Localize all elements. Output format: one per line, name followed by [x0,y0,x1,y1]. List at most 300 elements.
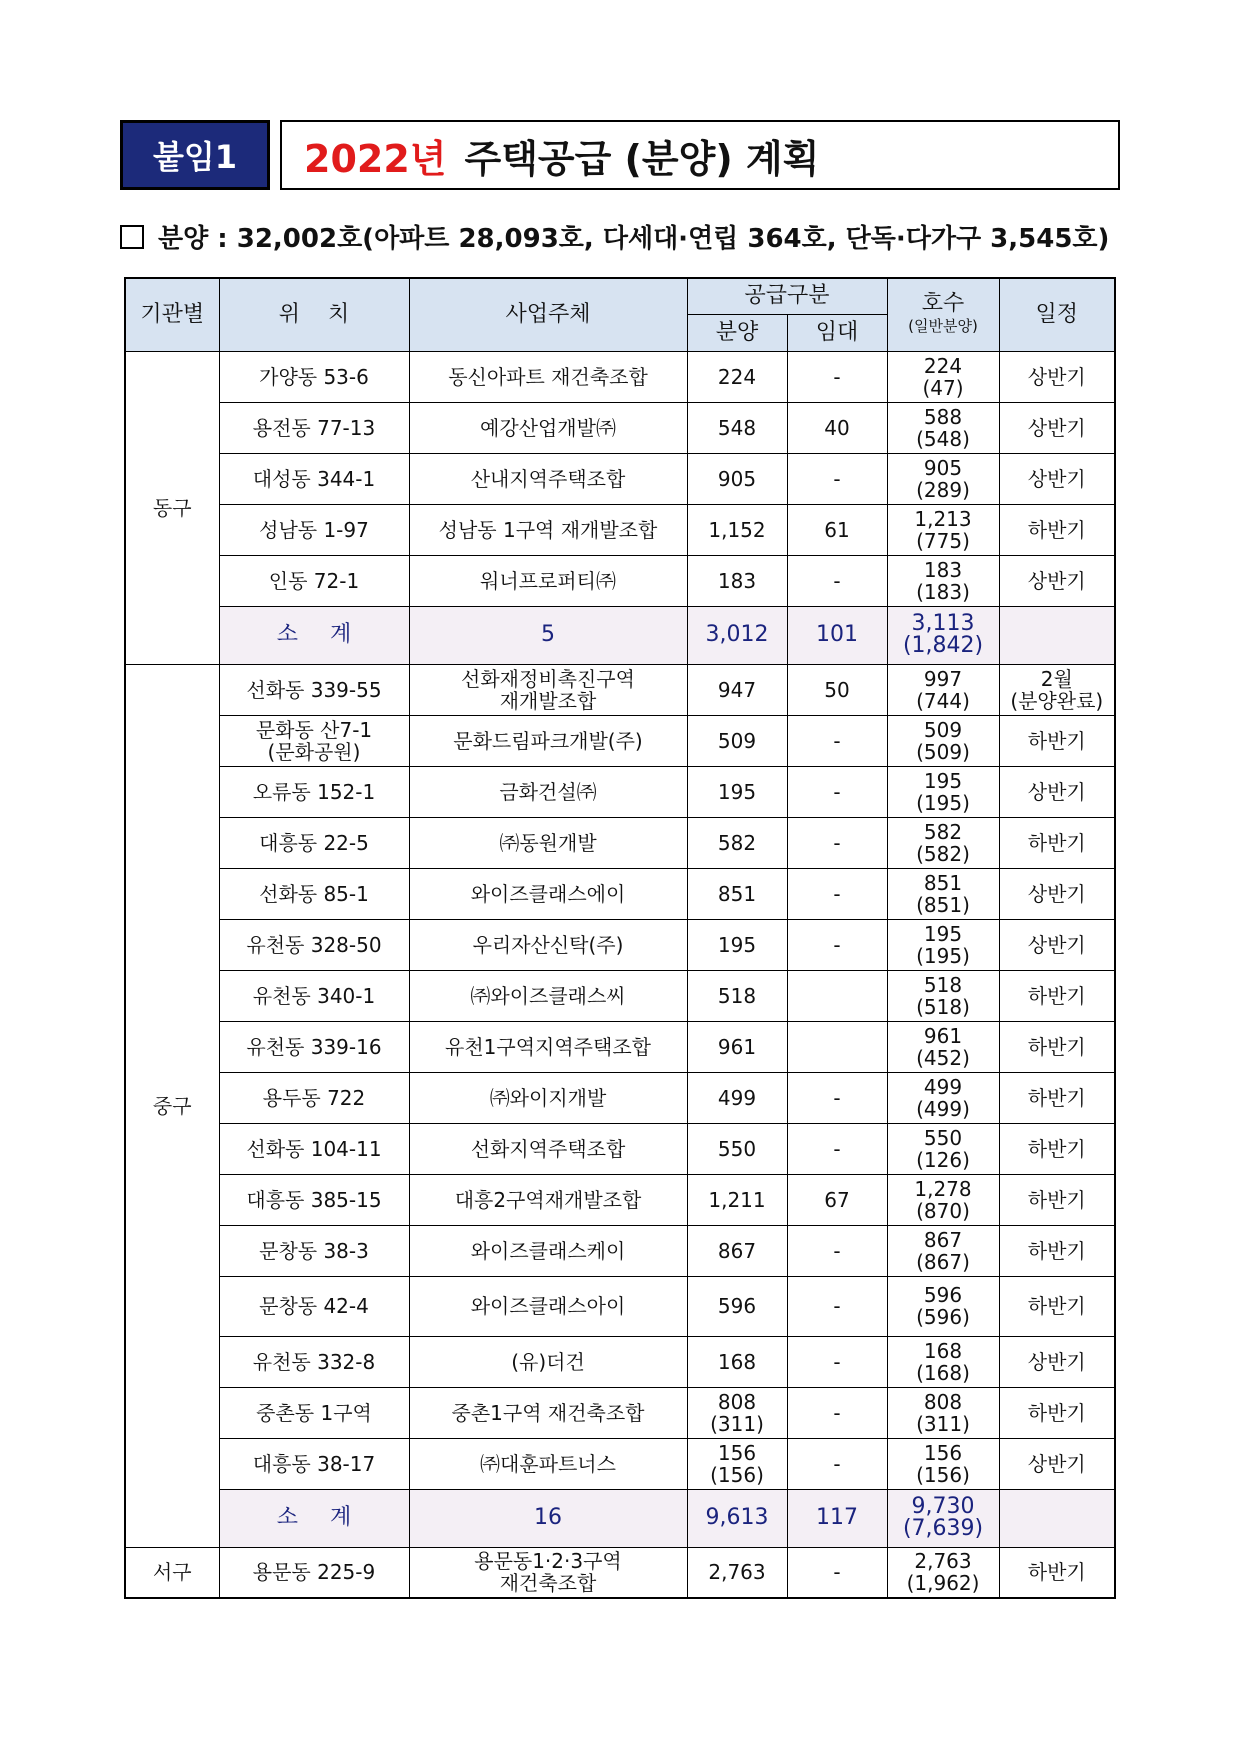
header-units-label: 호수 [921,290,965,316]
operator-cell [409,817,687,868]
table-row [125,1174,1115,1225]
cell-line: 588 [923,404,963,429]
operator-cell [409,1072,687,1123]
sale-cell [687,351,787,402]
rent-cell: - [787,1547,887,1598]
table-row [125,555,1115,606]
schedule-cell [999,1276,1115,1336]
units-cell [887,1276,999,1336]
rent-cell: - [787,453,887,504]
rent-cell: 40 [787,402,887,453]
cell-line: (596) [916,1305,970,1329]
units-cell [887,1174,999,1225]
table-row [125,1387,1115,1438]
schedule-cell [999,766,1115,817]
operator-cell [409,919,687,970]
units-cell [887,1021,999,1072]
cell-line: (47) [922,375,964,400]
cell-line: (126) [916,1147,970,1172]
location-cell [219,1438,409,1489]
sale-cell [687,1547,787,1598]
rent-cell: - [787,1276,887,1336]
cell-line: (156) [916,1462,970,1487]
location-cell [219,715,409,766]
subtotal-rent: 101 [787,606,887,664]
cell-line: 유천동 340-1 [252,983,376,1008]
schedule-cell [999,1438,1115,1489]
cell-line: (1,842) [902,633,984,658]
table-row [125,1547,1115,1598]
rent-cell: - [787,1225,887,1276]
sale-cell [687,1387,787,1438]
table-row [125,1072,1115,1123]
schedule-cell [999,664,1115,715]
rent-cell: 61 [787,504,887,555]
header-agency: 기관별 [125,278,219,351]
cell-line: 961 [923,1023,963,1048]
cell-line: 하반기 [1027,1400,1086,1425]
cell-line: 선화재정비촉진구역 [461,666,635,691]
agency-cell: 동구 [125,351,219,664]
operator-cell [409,402,687,453]
units-cell [887,504,999,555]
subtotal-row [125,1489,1115,1547]
cell-line: 상반기 [1027,932,1086,957]
title-year: 2022년 [304,136,447,181]
cell-line: 596 [717,1294,757,1318]
cell-line: 509 [923,717,963,742]
agency-cell: 서구 [125,1547,219,1598]
location-cell [219,868,409,919]
cell-line: 산내지역주택조합 [470,466,626,491]
subtotal-units [887,606,999,664]
sale-cell [687,1174,787,1225]
table-row [125,970,1115,1021]
header-rent: 임대 [787,314,887,351]
operator-cell [409,766,687,817]
cell-line: (548) [916,426,970,451]
cell-line: 유천동 339-16 [246,1034,382,1059]
location-cell [219,1547,409,1598]
schedule-cell [999,555,1115,606]
location-cell [219,970,409,1021]
cell-line: (289) [916,477,970,502]
header-schedule: 일정 [999,278,1115,351]
cell-line: 1,278 [914,1176,972,1201]
table-row [125,1276,1115,1336]
cell-line: 하반기 [1027,1085,1086,1110]
cell-line: 상반기 [1027,568,1086,593]
cell-line: 867 [923,1227,963,1252]
operator-cell [409,664,687,715]
units-cell [887,1123,999,1174]
schedule-cell [999,868,1115,919]
cell-line: 유천동 332-8 [252,1349,376,1374]
cell-line: 인동 72-1 [268,568,360,593]
cell-line: 195 [923,768,963,793]
table-row [125,715,1115,766]
table-header [125,278,1115,351]
cell-line: 대흥동 38-17 [252,1451,376,1476]
checkbox-square-icon [120,225,144,249]
cell-line: 195 [717,932,757,957]
cell-line: (분양완료) [1010,688,1104,713]
cell-line: 808 [717,1389,757,1414]
cell-line: (452) [916,1045,970,1070]
cell-line: 183 [923,557,963,582]
schedule-cell [999,970,1115,1021]
units-cell [887,555,999,606]
rent-cell: - [787,1336,887,1387]
cell-line: 용전동 77-13 [252,415,376,440]
rent-cell: - [787,1123,887,1174]
sale-cell [687,1276,787,1336]
cell-line: 하반기 [1027,517,1086,542]
cell-line: 중촌1구역 재건축조합 [451,1400,645,1425]
cell-line: (744) [916,688,970,713]
cell-line: 1,213 [914,506,972,531]
rent-cell: - [787,1072,887,1123]
summary-text: 분양 : 32,002호(아파트 28,093호, 다세대·연립 364호, 단독·다가구 3,545호) [158,224,1110,254]
table-row [125,1438,1115,1489]
cell-line: (168) [916,1360,970,1385]
cell-line: 상반기 [1027,466,1086,491]
table-row [125,664,1115,715]
cell-line: (851) [916,892,970,917]
table-row [125,766,1115,817]
cell-line: (195) [916,943,970,968]
cell-line: (195) [916,790,970,815]
cell-line: 가양동 53-6 [259,364,369,389]
cell-line: 워너프로퍼티㈜ [480,568,616,593]
location-cell [219,351,409,402]
cell-line: (문화공원) [267,739,361,764]
units-cell [887,402,999,453]
sale-cell [687,664,787,715]
cell-line: 2,763 [914,1549,972,1574]
sale-cell [687,402,787,453]
cell-line: (775) [916,528,970,553]
cell-line: 2월 [1040,666,1073,691]
cell-line: 하반기 [1027,1560,1086,1585]
subtotal-sale: 3,012 [687,606,787,664]
cell-line: ㈜와이지개발 [489,1085,607,1110]
cell-line: 상반기 [1027,364,1086,389]
location-cell [219,402,409,453]
cell-line: 1,152 [708,517,766,542]
cell-line: 596 [923,1283,963,1307]
cell-line: 오류동 152-1 [252,779,376,804]
rent-cell: - [787,919,887,970]
cell-line: 168 [923,1338,963,1363]
operator-cell [409,715,687,766]
cell-line: 동신아파트 재건축조합 [448,364,648,389]
cell-line: 997 [923,666,963,691]
title-text: 주택공급 (분양) 계획 [464,136,820,181]
sale-cell [687,504,787,555]
cell-line: 금화건설㈜ [499,779,597,804]
cell-line: 518 [923,972,963,997]
sale-cell [687,1021,787,1072]
schedule-cell [999,504,1115,555]
operator-cell [409,504,687,555]
cell-line: 961 [717,1034,757,1059]
table-row [125,1336,1115,1387]
location-cell [219,555,409,606]
rent-cell: - [787,817,887,868]
table-row [125,1123,1115,1174]
sale-cell [687,817,787,868]
cell-line: ㈜동원개발 [499,830,597,855]
rent-cell: 67 [787,1174,887,1225]
schedule-cell [999,1547,1115,1598]
schedule-cell [999,453,1115,504]
cell-line: 문창동 38-3 [259,1238,369,1263]
cell-line: (183) [916,579,970,604]
cell-line: (509) [916,739,970,764]
header-units-sub: (일반분양) [908,316,978,335]
cell-line: 대흥동 385-15 [246,1187,382,1212]
cell-line: 와이즈클래스에이 [470,881,626,906]
cell-line: 947 [717,677,757,702]
cell-line: 선화동 339-55 [246,677,382,702]
cell-line: 168 [717,1349,757,1374]
cell-line: 582 [717,830,757,855]
header-sale: 분양 [687,314,787,351]
sale-cell [687,1336,787,1387]
operator-cell [409,1438,687,1489]
cell-line: 재개발조합 [499,688,597,713]
cell-line: (499) [916,1096,970,1121]
cell-line: 와이즈클래스아이 [470,1294,626,1318]
cell-line: 851 [717,881,757,906]
cell-line: (870) [916,1198,970,1223]
attachment-tag: 붙임1 [120,120,270,190]
cell-line: 851 [923,870,963,895]
cell-line: 하반기 [1027,1034,1086,1059]
subtotal-count: 5 [409,606,687,664]
cell-line: ㈜대훈파트너스 [480,1451,616,1476]
cell-line: 1,211 [708,1187,766,1212]
sale-cell [687,766,787,817]
sale-cell [687,1438,787,1489]
sale-cell [687,919,787,970]
cell-line: (582) [916,841,970,866]
cell-line: 550 [717,1136,757,1161]
header-supply-type: 공급구분 [687,278,887,314]
table-row [125,504,1115,555]
operator-cell [409,1336,687,1387]
cell-line: 선화지역주택조합 [470,1136,626,1161]
cell-line: 상반기 [1027,415,1086,440]
cell-line: 하반기 [1027,1136,1086,1161]
units-cell [887,919,999,970]
units-cell [887,715,999,766]
operator-cell [409,351,687,402]
units-cell [887,1438,999,1489]
table-row [125,402,1115,453]
sale-cell [687,555,787,606]
cell-line: 2,763 [708,1560,766,1585]
cell-line: 상반기 [1027,881,1086,906]
operator-cell [409,555,687,606]
cell-line: 582 [923,819,963,844]
cell-line: 156 [923,1440,963,1465]
schedule-cell [999,402,1115,453]
subtotal-sale: 9,613 [687,1489,787,1547]
subtotal-label: 소계 [219,606,409,664]
cell-line: 224 [923,353,963,378]
schedule-cell [999,1123,1115,1174]
cell-line: 550 [923,1125,963,1150]
cell-line: 하반기 [1027,728,1086,753]
cell-line: 하반기 [1027,1187,1086,1212]
cell-line: 용문동 225-9 [252,1560,376,1585]
schedule-cell [999,351,1115,402]
cell-line: 재건축조합 [499,1571,597,1596]
subtotal-label: 소계 [219,1489,409,1547]
rent-cell: - [787,868,887,919]
table-row [125,919,1115,970]
header-operator: 사업주체 [409,278,687,351]
cell-line: 성남동 1구역 재개발조합 [438,517,658,542]
summary-line [120,218,1109,255]
schedule-cell [999,1174,1115,1225]
location-cell [219,1387,409,1438]
cell-line: 156 [717,1440,757,1465]
cell-line: 509 [717,728,757,753]
cell-line: 상반기 [1027,1349,1086,1374]
subtotal-count: 16 [409,1489,687,1547]
schedule-cell [999,919,1115,970]
cell-line: (유)더건 [511,1349,585,1374]
cell-line: 유천동 328-50 [246,932,382,957]
units-cell [887,1225,999,1276]
cell-line: 용두동 722 [262,1085,366,1110]
table-row [125,1021,1115,1072]
cell-line: 808 [923,1389,963,1414]
sale-cell [687,1072,787,1123]
cell-line: 성남동 1-97 [259,517,369,542]
cell-line: 선화동 104-11 [246,1136,382,1161]
location-cell [219,664,409,715]
table-body [125,351,1115,1598]
location-cell [219,453,409,504]
cell-line: (311) [710,1411,764,1436]
sale-cell [687,868,787,919]
cell-line: 문화동 산7-1 [255,717,373,742]
cell-line: 문화드림파크개발(주) [453,728,643,753]
cell-line: 195 [923,921,963,946]
operator-cell [409,1225,687,1276]
document-header [120,120,1120,190]
cell-line: (311) [916,1411,970,1436]
cell-line: 유천1구역지역주택조합 [445,1034,651,1059]
cell-line: 하반기 [1027,830,1086,855]
operator-cell [409,970,687,1021]
rent-cell: - [787,555,887,606]
operator-cell [409,1547,687,1598]
location-cell [219,919,409,970]
operator-cell [409,1174,687,1225]
cell-line: 499 [717,1085,757,1110]
subtotal-schedule [999,1489,1115,1547]
location-cell [219,1072,409,1123]
cell-line: 548 [717,415,757,440]
header-location: 위 치 [219,278,409,351]
units-cell [887,351,999,402]
cell-line: (1,962) [906,1571,980,1596]
sale-cell [687,1123,787,1174]
cell-line: 하반기 [1027,1294,1086,1318]
units-cell [887,868,999,919]
schedule-cell [999,1072,1115,1123]
cell-line: (518) [916,994,970,1019]
location-cell [219,1123,409,1174]
table-row [125,351,1115,402]
table-row [125,868,1115,919]
cell-line: 우리자산신탁(주) [472,932,624,957]
cell-line: 용문동1·2·3구역 [474,1549,622,1574]
rent-cell: - [787,351,887,402]
schedule-cell [999,715,1115,766]
subtotal-units [887,1489,999,1547]
operator-cell [409,453,687,504]
location-cell [219,817,409,868]
sale-cell [687,1225,787,1276]
schedule-cell [999,1225,1115,1276]
cell-line: 상반기 [1027,1451,1086,1476]
units-cell [887,817,999,868]
cell-line: 3,113 [911,611,975,636]
cell-line: 대성동 344-1 [252,466,376,491]
subtotal-schedule [999,606,1115,664]
cell-line: 예강산업개발㈜ [480,415,616,440]
operator-cell [409,868,687,919]
location-cell [219,504,409,555]
cell-line: 하반기 [1027,1238,1086,1263]
location-cell [219,766,409,817]
units-cell [887,453,999,504]
sale-cell [687,970,787,1021]
cell-line: 문창동 42-4 [259,1294,369,1318]
cell-line: (156) [710,1462,764,1487]
cell-line: 183 [717,568,757,593]
cell-line: 224 [717,364,757,389]
cell-line: ㈜와이즈클래스씨 [470,983,626,1008]
rent-cell [787,1021,887,1072]
units-cell [887,766,999,817]
operator-cell [409,1276,687,1336]
cell-line: 상반기 [1027,779,1086,804]
location-cell [219,1021,409,1072]
cell-line: 518 [717,983,757,1008]
cell-line: 와이즈클래스케이 [470,1238,626,1263]
supply-plan-table [124,277,1116,1599]
cell-line: 867 [717,1238,757,1263]
cell-line: (7,639) [902,1516,984,1541]
subtotal-rent: 117 [787,1489,887,1547]
table-row [125,453,1115,504]
operator-cell [409,1387,687,1438]
rent-cell: - [787,766,887,817]
agency-cell: 중구 [125,664,219,1547]
rent-cell: - [787,1438,887,1489]
sale-cell [687,715,787,766]
subtotal-row [125,606,1115,664]
rent-cell: 50 [787,664,887,715]
schedule-cell [999,1387,1115,1438]
